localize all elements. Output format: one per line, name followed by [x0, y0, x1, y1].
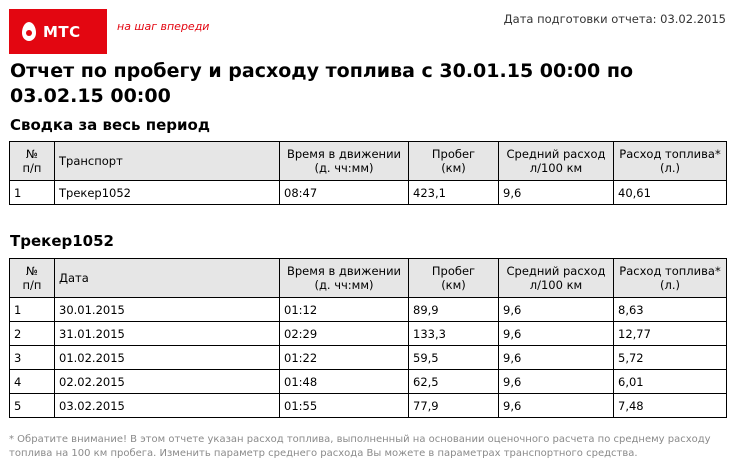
cell-mileage: 89,9	[409, 298, 499, 322]
cell-avg: 9,6	[499, 322, 614, 346]
mts-logo	[9, 9, 107, 54]
table-row	[10, 370, 727, 394]
cell-fuel: 40,61	[614, 181, 727, 205]
table-row	[10, 346, 727, 370]
col-fuel-header: Расход топлива* (л.)	[614, 142, 727, 181]
cell-num: 1	[10, 298, 55, 322]
table-row	[10, 394, 727, 418]
cell-avg: 9,6	[499, 346, 614, 370]
cell-num: 3	[10, 346, 55, 370]
summary-section-title: Сводка за весь период	[10, 116, 210, 134]
egg-logo-icon	[22, 22, 36, 41]
cell-mileage: 59,5	[409, 346, 499, 370]
summary-table	[9, 141, 727, 205]
cell-num: 2	[10, 322, 55, 346]
cell-fuel: 8,63	[614, 298, 727, 322]
col-transport-header: Транспорт	[55, 142, 280, 181]
cell-time: 08:47	[280, 181, 409, 205]
cell-transport: Трекер1052	[55, 181, 280, 205]
cell-time: 02:29	[280, 322, 409, 346]
cell-mileage: 423,1	[409, 181, 499, 205]
table-row	[10, 181, 727, 205]
col-time-header: Время в движении (д. чч:мм)	[280, 259, 409, 298]
cell-avg: 9,6	[499, 298, 614, 322]
col-num-header: № п/п	[10, 259, 55, 298]
cell-date: 30.01.2015	[55, 298, 280, 322]
cell-fuel: 12,77	[614, 322, 727, 346]
cell-mileage: 133,3	[409, 322, 499, 346]
col-mileage-header: Пробег (км)	[409, 142, 499, 181]
cell-mileage: 77,9	[409, 394, 499, 418]
cell-date: 02.02.2015	[55, 370, 280, 394]
cell-time: 01:48	[280, 370, 409, 394]
cell-fuel: 6,01	[614, 370, 727, 394]
cell-date: 03.02.2015	[55, 394, 280, 418]
logo-brand-text: МТС	[43, 22, 81, 41]
cell-mileage: 62,5	[409, 370, 499, 394]
cell-date: 31.01.2015	[55, 322, 280, 346]
cell-num: 1	[10, 181, 55, 205]
col-date-header: Дата	[55, 259, 280, 298]
cell-time: 01:12	[280, 298, 409, 322]
fuel-footnote: * Обратите внимание! В этом отчете указан расход топлива, выполненный на основании оценочного расчета по среднему расходу топлива на 100 км пробега. Изменить параметр среднего расхода Вы можете в параметрах транспортного средства.	[9, 434, 711, 459]
col-fuel-header: Расход топлива* (л.)	[614, 259, 727, 298]
cell-avg: 9,6	[499, 394, 614, 418]
cell-time: 01:55	[280, 394, 409, 418]
report-title: Отчет по пробегу и расходу топлива с 30.01.15 00:00 по 03.02.15 00:00	[10, 60, 634, 107]
col-avg-header: Средний расход л/100 км	[499, 142, 614, 181]
cell-fuel: 7,48	[614, 394, 727, 418]
slogan: на шаг впереди	[117, 20, 210, 33]
col-avg-header: Средний расход л/100 км	[499, 259, 614, 298]
col-mileage-header: Пробег (км)	[409, 259, 499, 298]
col-time-header: Время в движении (д. чч:мм)	[280, 142, 409, 181]
table-row	[10, 322, 727, 346]
cell-date: 01.02.2015	[55, 346, 280, 370]
cell-time: 01:22	[280, 346, 409, 370]
tracker-table	[9, 258, 727, 418]
report-date: Дата подготовки отчета: 03.02.2015	[503, 12, 726, 26]
cell-num: 4	[10, 370, 55, 394]
cell-fuel: 5,72	[614, 346, 727, 370]
cell-avg: 9,6	[499, 181, 614, 205]
col-num-header: № п/п	[10, 142, 55, 181]
summary-header-row	[10, 142, 727, 181]
table-row	[10, 298, 727, 322]
cell-num: 5	[10, 394, 55, 418]
cell-avg: 9,6	[499, 370, 614, 394]
tracker-section-title: Трекер1052	[10, 232, 114, 250]
tracker-header-row	[10, 259, 727, 298]
